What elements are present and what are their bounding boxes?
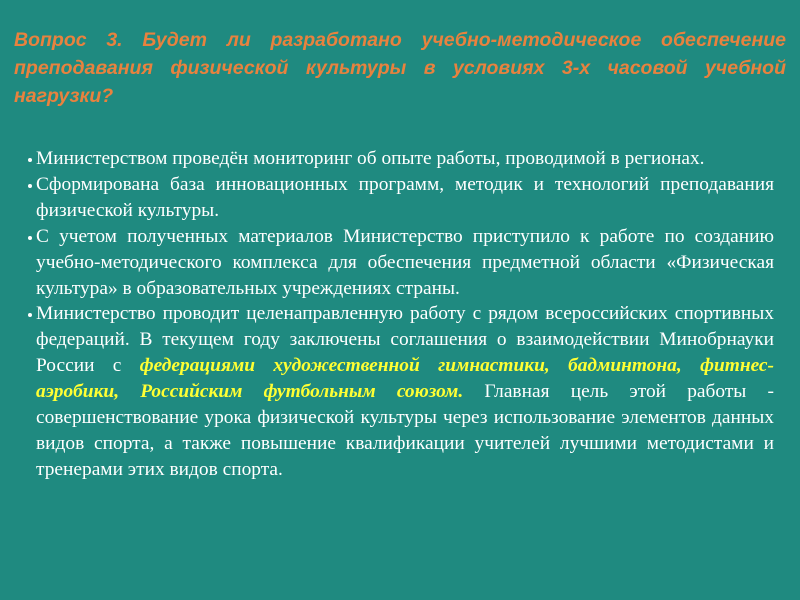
bullet-icon <box>28 184 32 188</box>
bullet-item <box>28 301 774 482</box>
federations-highlight: федерациями художественной гимнастики, бадминтона, фитнес-аэробики, Российским футбольным союзом. <box>36 355 774 403</box>
slide-title: Вопрос 3. Будет ли разработано учебно-методическое обеспечение преподавания физической культуры в условиях 3-х часовой учебной нагрузки? <box>14 29 786 107</box>
bullet-text: Министерство проводит целенаправленную работу с рядом всероссийских спортивных федераций. В текущем году заключены соглашения о взаимодействии Минобрнауки России с <box>36 303 774 377</box>
bullet-list <box>28 146 774 483</box>
bullet-text: Сформирована база инновационных программ, методик и технологий преподавания физической культуры. <box>36 173 774 221</box>
bullet-icon <box>28 158 32 162</box>
bullet-text: Министерством проведён мониторинг об опыте работы, проводимой в регионах. <box>36 148 705 169</box>
bullet-text: С учетом полученных материалов Министерство приступило к работе по созданию учебно-методического комплекса для обеспечения предметной области «Физическая культура» в образовательных учреждениях страны. <box>36 225 774 299</box>
bullet-text-continued: Главная цель этой работы - совершенствование урока физической культуры через использование элементов данных видов спорта, а также повышение квалификации учителей лучшими методистами и тренерами этих видов спорта. <box>36 381 774 480</box>
bullet-item <box>28 172 774 224</box>
bullet-icon <box>28 236 32 240</box>
bullet-item <box>28 146 774 172</box>
bullet-item <box>28 224 774 302</box>
bullet-icon <box>28 313 32 317</box>
